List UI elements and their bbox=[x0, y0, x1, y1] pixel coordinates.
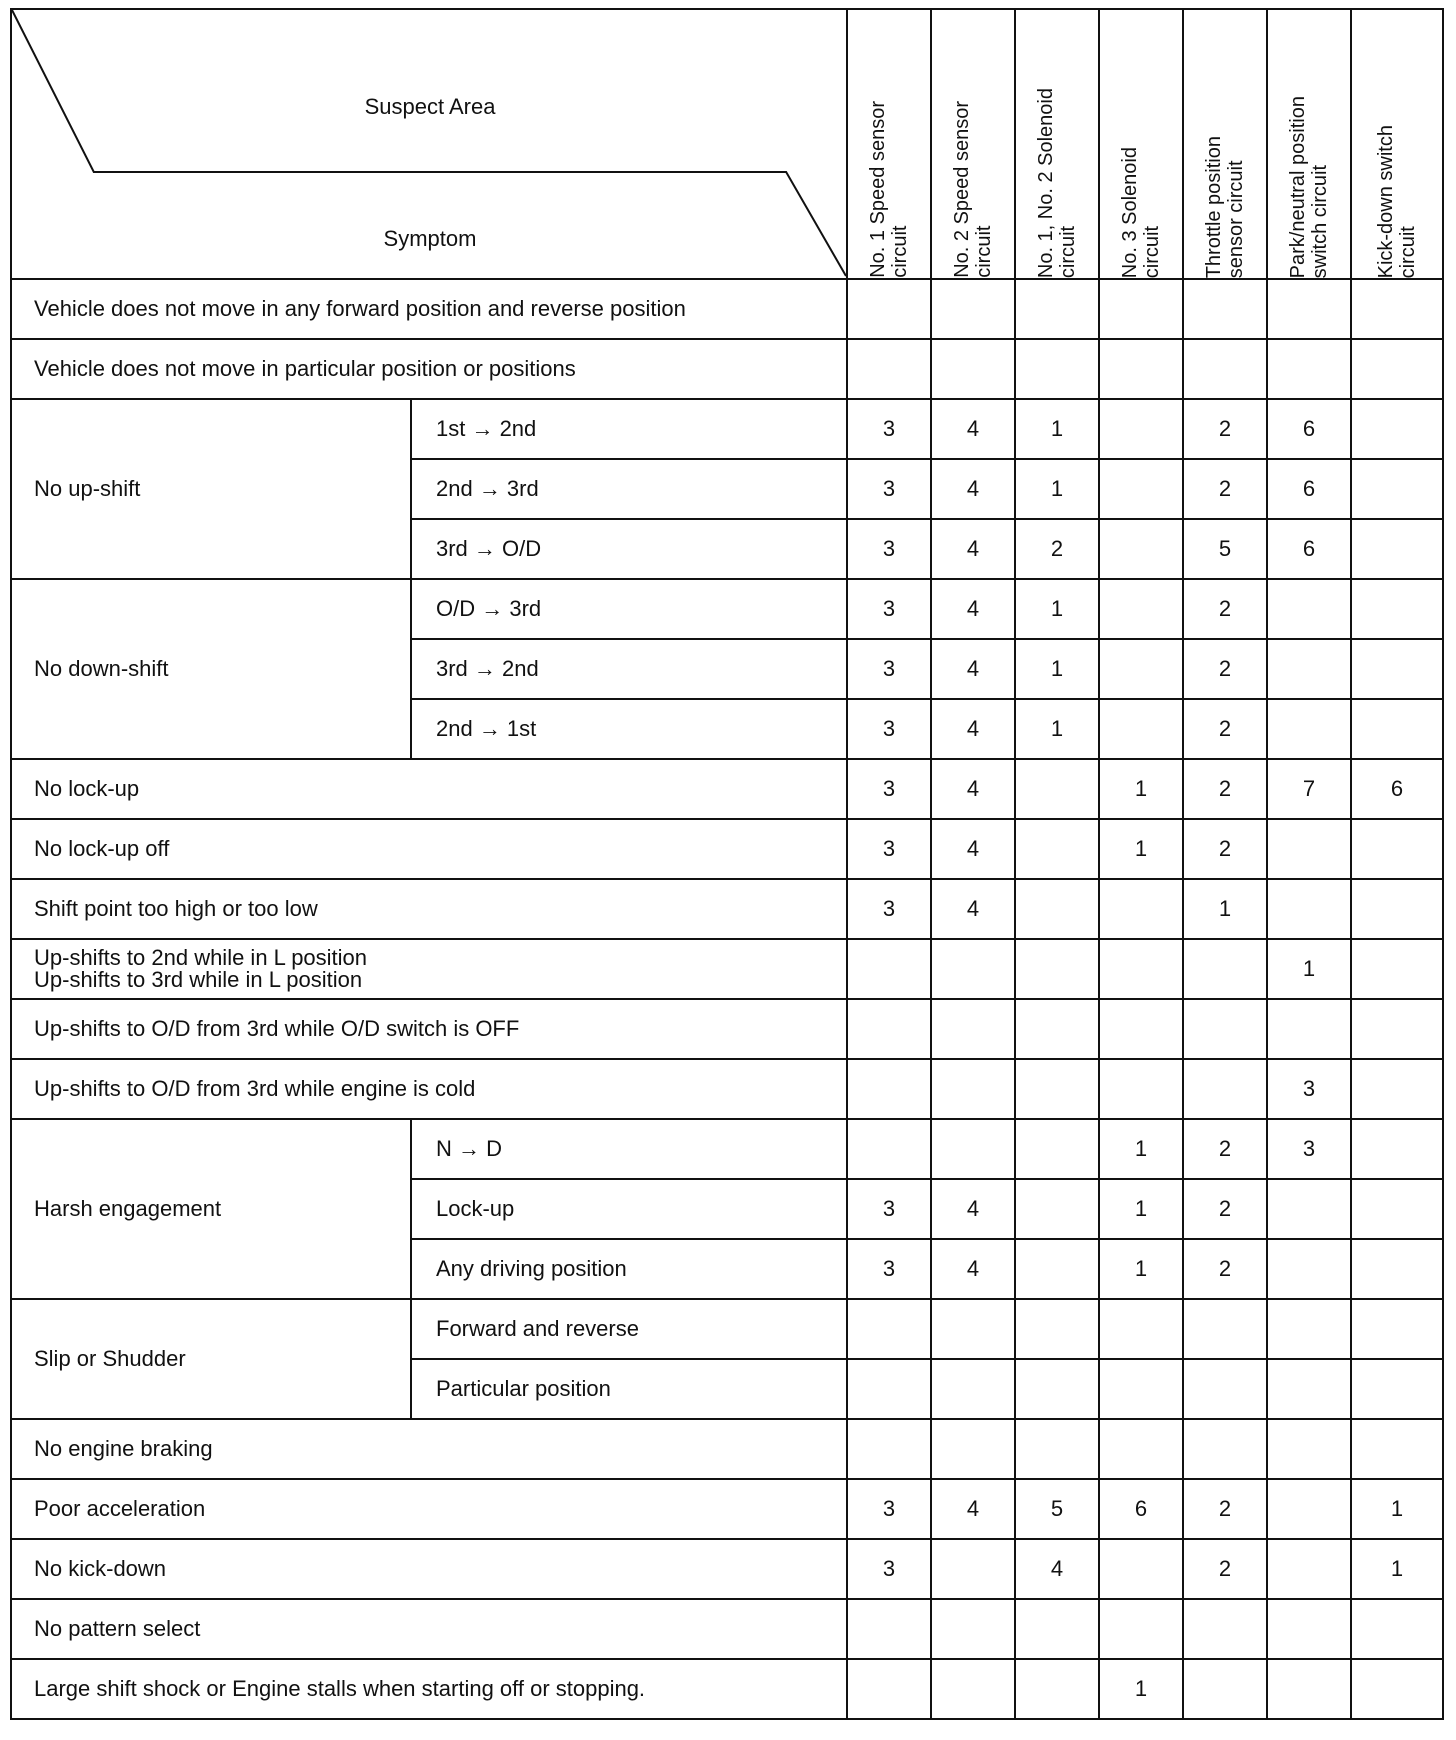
value-cell bbox=[1351, 819, 1443, 879]
value-cell: 3 bbox=[847, 399, 931, 459]
value-cell: 4 bbox=[931, 759, 1015, 819]
value-cell bbox=[1015, 939, 1099, 999]
value-cell: 4 bbox=[931, 819, 1015, 879]
table-row bbox=[11, 579, 1443, 639]
value-cell: 2 bbox=[1183, 1239, 1267, 1299]
value-cell bbox=[847, 1359, 931, 1419]
value-cell bbox=[1099, 1299, 1183, 1359]
value-cell bbox=[1267, 639, 1351, 699]
value-cell bbox=[1267, 579, 1351, 639]
value-cell: 3 bbox=[847, 699, 931, 759]
value-cell: 1 bbox=[1099, 1119, 1183, 1179]
value-cell bbox=[1099, 399, 1183, 459]
value-cell bbox=[1183, 1599, 1267, 1659]
value-cell bbox=[931, 1419, 1015, 1479]
value-cell bbox=[1183, 999, 1267, 1059]
value-cell bbox=[1267, 339, 1351, 399]
value-cell: 1 bbox=[1015, 699, 1099, 759]
value-cell: 2 bbox=[1183, 1479, 1267, 1539]
value-cell bbox=[931, 339, 1015, 399]
value-cell bbox=[1351, 279, 1443, 339]
value-cell bbox=[1015, 1179, 1099, 1239]
value-cell bbox=[1267, 1299, 1351, 1359]
value-cell bbox=[931, 1359, 1015, 1419]
value-cell: 4 bbox=[931, 1239, 1015, 1299]
value-cell bbox=[1183, 1059, 1267, 1119]
value-cell: 4 bbox=[931, 1179, 1015, 1239]
value-cell bbox=[1099, 1599, 1183, 1659]
value-cell bbox=[1351, 459, 1443, 519]
value-cell bbox=[1015, 1599, 1099, 1659]
value-cell bbox=[931, 1119, 1015, 1179]
value-cell bbox=[931, 999, 1015, 1059]
symptom-cell: No pattern select bbox=[11, 1599, 847, 1659]
value-cell: 4 bbox=[931, 399, 1015, 459]
value-cell: 2 bbox=[1183, 1179, 1267, 1239]
symptom-group-cell: Harsh engagement bbox=[11, 1119, 411, 1299]
value-cell: 4 bbox=[931, 1479, 1015, 1539]
sub-symptom-cell: Lock-up bbox=[411, 1179, 847, 1239]
col-header-4: No. 3 Solenoid circuit bbox=[1099, 9, 1183, 279]
symptom-cell: No lock-up bbox=[11, 759, 847, 819]
table-row bbox=[11, 1299, 1443, 1359]
symptom-label: Symptom bbox=[383, 226, 477, 251]
value-cell: 3 bbox=[847, 819, 931, 879]
value-cell bbox=[1267, 699, 1351, 759]
symptom-group-cell: No up-shift bbox=[11, 399, 411, 579]
symptom-cell: Poor acceleration bbox=[11, 1479, 847, 1539]
value-cell bbox=[1099, 339, 1183, 399]
value-cell bbox=[1351, 879, 1443, 939]
value-cell: 6 bbox=[1267, 399, 1351, 459]
value-cell bbox=[931, 939, 1015, 999]
value-cell: 1 bbox=[1015, 579, 1099, 639]
value-cell bbox=[1267, 879, 1351, 939]
col-header-2: No. 2 Speed sensor circuit bbox=[931, 9, 1015, 279]
value-cell bbox=[1015, 819, 1099, 879]
value-cell: 6 bbox=[1267, 459, 1351, 519]
sub-symptom-cell: 1st → 2nd bbox=[411, 399, 847, 459]
sub-symptom-cell: 2nd → 3rd bbox=[411, 459, 847, 519]
value-cell bbox=[1351, 639, 1443, 699]
sub-symptom-cell: Any driving position bbox=[411, 1239, 847, 1299]
value-cell bbox=[847, 1419, 931, 1479]
value-cell bbox=[1351, 1239, 1443, 1299]
symptom-cell: Up-shifts to 2nd while in L position Up-shifts to 3rd while in L position bbox=[11, 939, 847, 999]
table-row bbox=[11, 279, 1443, 339]
table-row bbox=[11, 1599, 1443, 1659]
symptom-cell: No kick-down bbox=[11, 1539, 847, 1599]
value-cell: 5 bbox=[1183, 519, 1267, 579]
value-cell: 3 bbox=[847, 519, 931, 579]
sub-symptom-cell: 3rd → O/D bbox=[411, 519, 847, 579]
value-cell bbox=[1099, 1539, 1183, 1599]
value-cell: 5 bbox=[1015, 1479, 1099, 1539]
value-cell bbox=[1183, 1359, 1267, 1419]
value-cell bbox=[1099, 639, 1183, 699]
value-cell: 3 bbox=[847, 459, 931, 519]
value-cell bbox=[847, 339, 931, 399]
table-row bbox=[11, 1059, 1443, 1119]
table-row bbox=[11, 1119, 1443, 1179]
col-header-1: No. 1 Speed sensor circuit bbox=[847, 9, 931, 279]
value-cell bbox=[931, 279, 1015, 339]
value-cell bbox=[1015, 339, 1099, 399]
table-row bbox=[11, 1539, 1443, 1599]
value-cell bbox=[1351, 1359, 1443, 1419]
value-cell bbox=[1267, 1179, 1351, 1239]
table-row bbox=[11, 1479, 1443, 1539]
value-cell bbox=[847, 999, 931, 1059]
value-cell bbox=[847, 1659, 931, 1719]
value-cell bbox=[1015, 1659, 1099, 1719]
value-cell: 4 bbox=[931, 639, 1015, 699]
sub-symptom-cell: Particular position bbox=[411, 1359, 847, 1419]
value-cell bbox=[931, 1659, 1015, 1719]
value-cell bbox=[1015, 1359, 1099, 1419]
value-cell bbox=[847, 1119, 931, 1179]
table-row bbox=[11, 1419, 1443, 1479]
value-cell bbox=[1267, 1659, 1351, 1719]
value-cell bbox=[1099, 1419, 1183, 1479]
value-cell bbox=[1267, 1239, 1351, 1299]
value-cell bbox=[1351, 519, 1443, 579]
table-row bbox=[11, 759, 1443, 819]
value-cell bbox=[931, 1539, 1015, 1599]
value-cell: 3 bbox=[847, 1539, 931, 1599]
value-cell bbox=[1015, 1419, 1099, 1479]
value-cell bbox=[1183, 1299, 1267, 1359]
value-cell: 4 bbox=[931, 879, 1015, 939]
value-cell bbox=[1351, 999, 1443, 1059]
value-cell bbox=[1015, 879, 1099, 939]
value-cell: 1 bbox=[1099, 1179, 1183, 1239]
value-cell bbox=[1351, 399, 1443, 459]
value-cell bbox=[847, 279, 931, 339]
table-row bbox=[11, 999, 1443, 1059]
value-cell bbox=[1183, 1659, 1267, 1719]
value-cell bbox=[1015, 999, 1099, 1059]
value-cell: 1 bbox=[1015, 399, 1099, 459]
value-cell bbox=[1183, 339, 1267, 399]
value-cell bbox=[1267, 1599, 1351, 1659]
symptom-cell: Shift point too high or too low bbox=[11, 879, 847, 939]
value-cell bbox=[1351, 699, 1443, 759]
value-cell bbox=[1099, 699, 1183, 759]
value-cell bbox=[1351, 1419, 1443, 1479]
value-cell bbox=[1099, 279, 1183, 339]
value-cell bbox=[1351, 939, 1443, 999]
value-cell bbox=[1267, 999, 1351, 1059]
value-cell bbox=[1267, 279, 1351, 339]
value-cell bbox=[1099, 999, 1183, 1059]
value-cell: 1 bbox=[1267, 939, 1351, 999]
value-cell: 3 bbox=[847, 639, 931, 699]
value-cell: 2 bbox=[1183, 1119, 1267, 1179]
value-cell: 1 bbox=[1351, 1479, 1443, 1539]
troubleshooting-matrix bbox=[10, 8, 1444, 1720]
suspect-area-label: Suspect Area bbox=[364, 94, 496, 119]
table-row bbox=[11, 1659, 1443, 1719]
symptom-cell: Up-shifts to O/D from 3rd while O/D switch is OFF bbox=[11, 999, 847, 1059]
value-cell bbox=[1351, 1299, 1443, 1359]
value-cell bbox=[1351, 1059, 1443, 1119]
value-cell bbox=[1099, 1359, 1183, 1419]
value-cell bbox=[1015, 1239, 1099, 1299]
symptom-cell: Up-shifts to O/D from 3rd while engine is cold bbox=[11, 1059, 847, 1119]
value-cell: 2 bbox=[1183, 639, 1267, 699]
value-cell bbox=[1351, 579, 1443, 639]
symptom-suspect-table bbox=[10, 8, 1444, 1720]
value-cell: 1 bbox=[1099, 759, 1183, 819]
value-cell bbox=[1099, 459, 1183, 519]
value-cell bbox=[1015, 1119, 1099, 1179]
col-header-7: Kick-down switch circuit bbox=[1351, 9, 1443, 279]
sub-symptom-cell: 2nd → 1st bbox=[411, 699, 847, 759]
corner-cell bbox=[11, 9, 847, 279]
value-cell: 3 bbox=[1267, 1119, 1351, 1179]
value-cell: 3 bbox=[847, 579, 931, 639]
value-cell bbox=[1015, 1299, 1099, 1359]
value-cell: 6 bbox=[1351, 759, 1443, 819]
value-cell bbox=[1267, 1539, 1351, 1599]
value-cell bbox=[847, 1299, 931, 1359]
symptom-group-cell: Slip or Shudder bbox=[11, 1299, 411, 1419]
value-cell bbox=[1099, 1059, 1183, 1119]
value-cell: 3 bbox=[1267, 1059, 1351, 1119]
value-cell: 4 bbox=[931, 459, 1015, 519]
value-cell bbox=[931, 1299, 1015, 1359]
value-cell bbox=[1099, 519, 1183, 579]
value-cell bbox=[1351, 1599, 1443, 1659]
value-cell bbox=[1351, 1659, 1443, 1719]
table-row bbox=[11, 399, 1443, 459]
value-cell bbox=[1351, 1119, 1443, 1179]
value-cell: 1 bbox=[1099, 1239, 1183, 1299]
value-cell: 2 bbox=[1183, 1539, 1267, 1599]
sub-symptom-cell: 3rd → 2nd bbox=[411, 639, 847, 699]
col-header-6: Park/neutral position switch circuit bbox=[1267, 9, 1351, 279]
value-cell: 3 bbox=[847, 1479, 931, 1539]
symptom-cell: No engine braking bbox=[11, 1419, 847, 1479]
value-cell bbox=[1267, 1419, 1351, 1479]
value-cell bbox=[1183, 939, 1267, 999]
value-cell bbox=[1099, 579, 1183, 639]
sub-symptom-cell: N → D bbox=[411, 1119, 847, 1179]
value-cell: 6 bbox=[1267, 519, 1351, 579]
value-cell bbox=[1351, 1179, 1443, 1239]
sub-symptom-cell: Forward and reverse bbox=[411, 1299, 847, 1359]
value-cell bbox=[931, 1599, 1015, 1659]
value-cell bbox=[1099, 939, 1183, 999]
value-cell bbox=[847, 939, 931, 999]
value-cell bbox=[1267, 1479, 1351, 1539]
value-cell bbox=[1015, 279, 1099, 339]
symptom-cell: Vehicle does not move in particular position or positions bbox=[11, 339, 847, 399]
value-cell bbox=[1015, 1059, 1099, 1119]
value-cell bbox=[931, 1059, 1015, 1119]
value-cell bbox=[1267, 1359, 1351, 1419]
table-row bbox=[11, 939, 1443, 999]
value-cell bbox=[1015, 759, 1099, 819]
symptom-cell: Large shift shock or Engine stalls when starting off or stopping. bbox=[11, 1659, 847, 1719]
value-cell: 2 bbox=[1183, 579, 1267, 639]
col-header-5: Throttle position sensor circuit bbox=[1183, 9, 1267, 279]
value-cell: 2 bbox=[1183, 459, 1267, 519]
symptom-cell: Vehicle does not move in any forward position and reverse position bbox=[11, 279, 847, 339]
value-cell bbox=[1099, 879, 1183, 939]
value-cell: 3 bbox=[847, 1239, 931, 1299]
value-cell: 1 bbox=[1351, 1539, 1443, 1599]
value-cell: 3 bbox=[847, 879, 931, 939]
value-cell: 3 bbox=[847, 1179, 931, 1239]
value-cell: 1 bbox=[1015, 459, 1099, 519]
header-row bbox=[11, 9, 1443, 279]
value-cell: 1 bbox=[1099, 1659, 1183, 1719]
value-cell: 1 bbox=[1015, 639, 1099, 699]
table-row bbox=[11, 339, 1443, 399]
value-cell bbox=[847, 1599, 931, 1659]
value-cell: 2 bbox=[1183, 819, 1267, 879]
value-cell bbox=[1267, 819, 1351, 879]
sub-symptom-cell: O/D → 3rd bbox=[411, 579, 847, 639]
value-cell: 1 bbox=[1099, 819, 1183, 879]
value-cell: 4 bbox=[1015, 1539, 1099, 1599]
value-cell: 2 bbox=[1015, 519, 1099, 579]
symptom-group-cell: No down-shift bbox=[11, 579, 411, 759]
value-cell: 7 bbox=[1267, 759, 1351, 819]
value-cell bbox=[1183, 1419, 1267, 1479]
value-cell: 4 bbox=[931, 699, 1015, 759]
value-cell: 6 bbox=[1099, 1479, 1183, 1539]
value-cell bbox=[1183, 279, 1267, 339]
table-row bbox=[11, 819, 1443, 879]
value-cell bbox=[847, 1059, 931, 1119]
value-cell: 4 bbox=[931, 579, 1015, 639]
value-cell: 2 bbox=[1183, 759, 1267, 819]
value-cell: 4 bbox=[931, 519, 1015, 579]
col-header-3: No. 1, No. 2 Solenoid circuit bbox=[1015, 9, 1099, 279]
value-cell: 1 bbox=[1183, 879, 1267, 939]
symptom-cell: No lock-up off bbox=[11, 819, 847, 879]
value-cell: 2 bbox=[1183, 699, 1267, 759]
value-cell: 3 bbox=[847, 759, 931, 819]
value-cell bbox=[1351, 339, 1443, 399]
value-cell: 2 bbox=[1183, 399, 1267, 459]
table-row bbox=[11, 879, 1443, 939]
